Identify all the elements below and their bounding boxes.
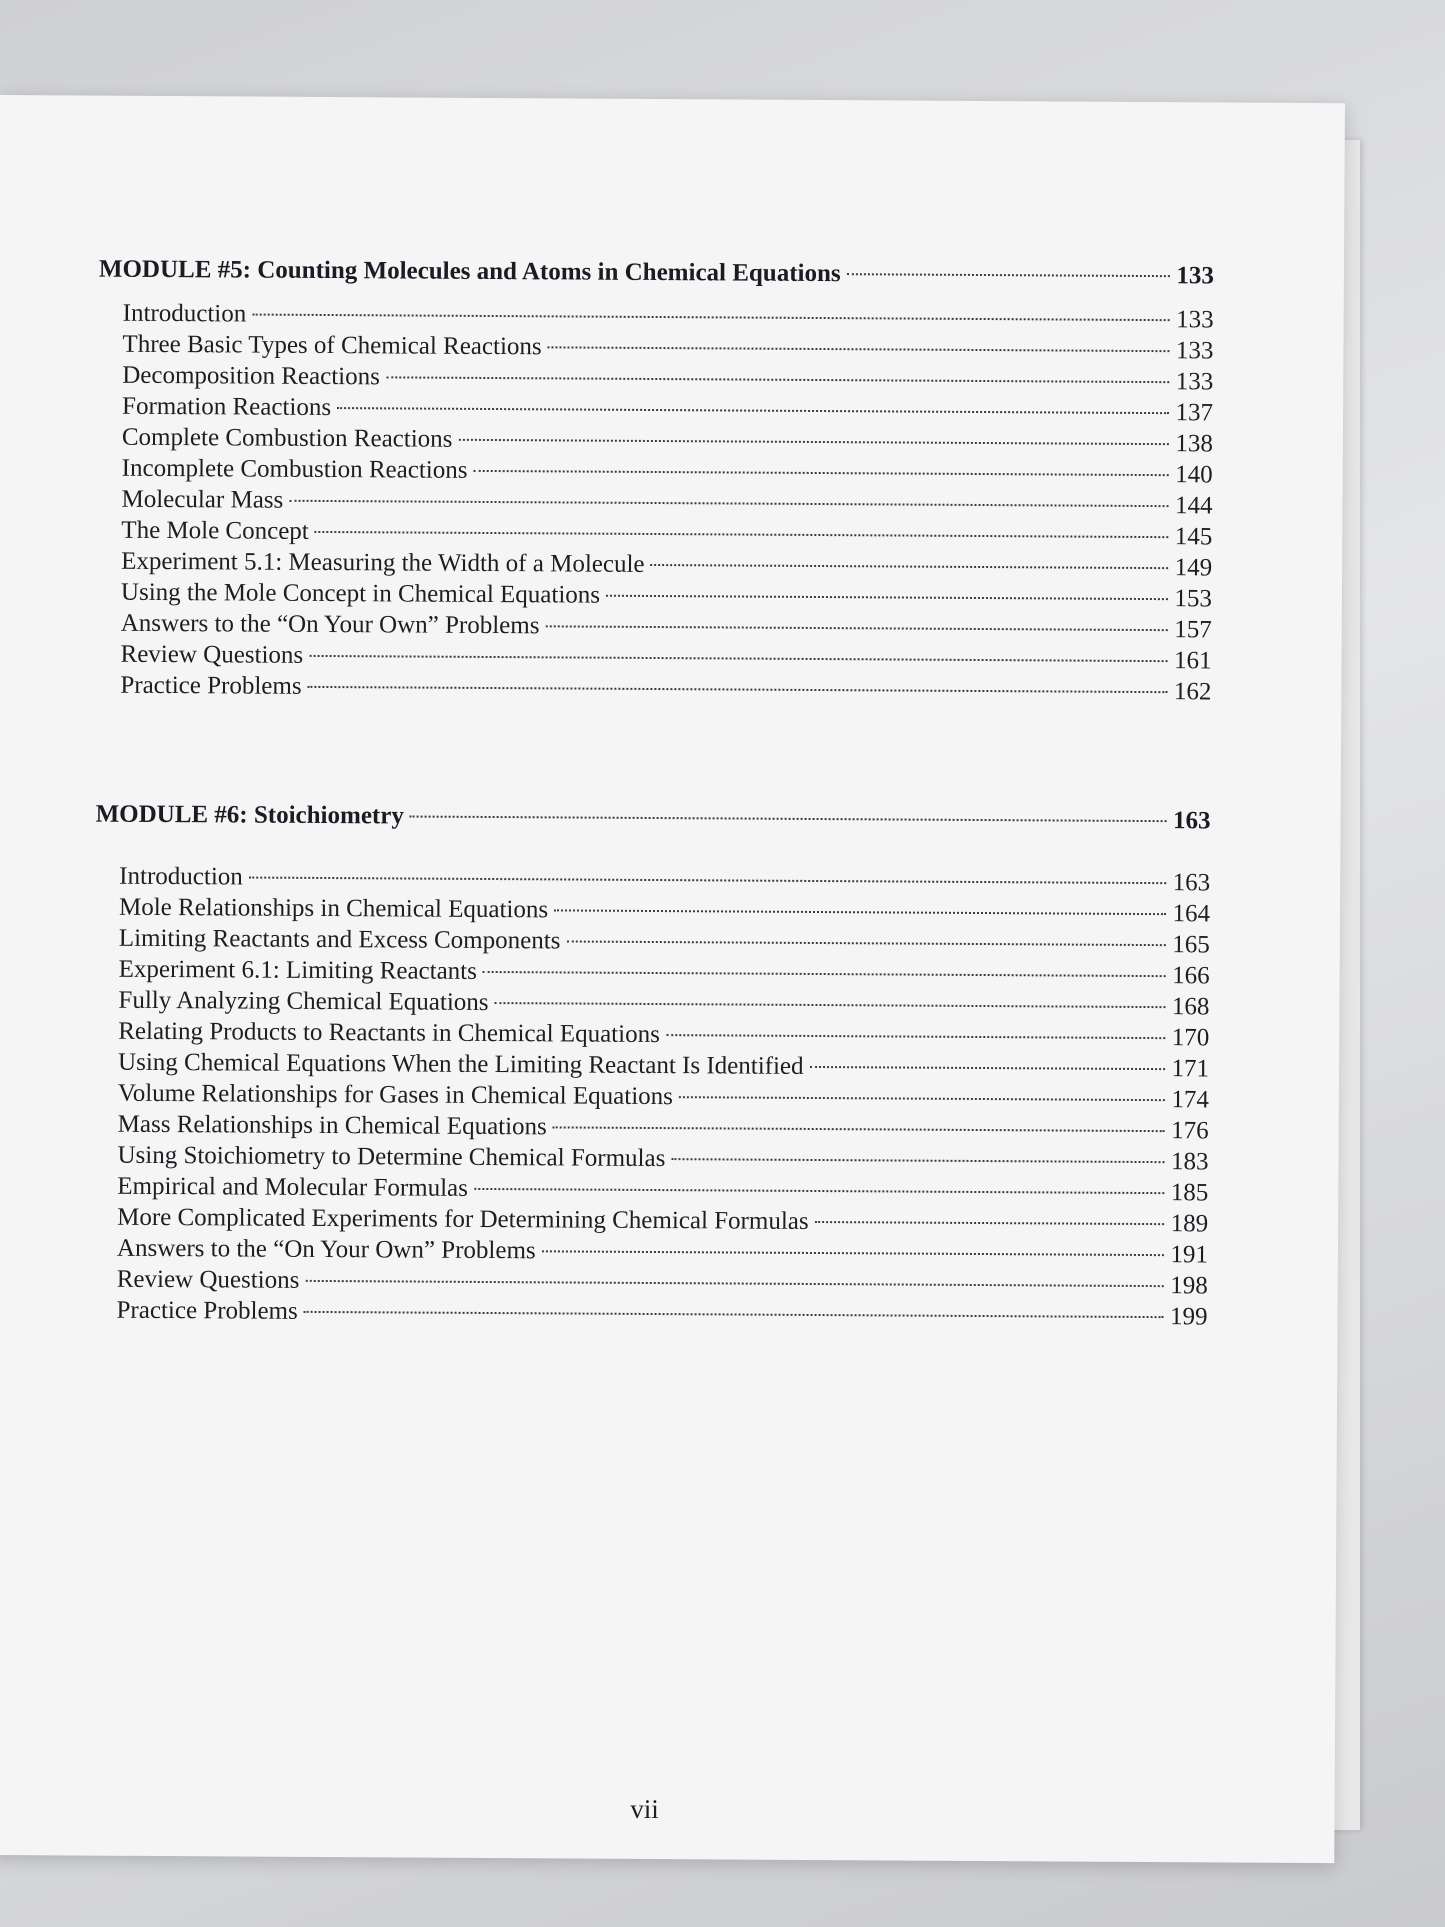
module-5-heading	[99, 256, 1214, 291]
toc-entry-title: Review Questions	[116, 1265, 300, 1294]
toc-entry	[92, 1295, 1207, 1333]
toc-entry-title: Formation Reactions	[122, 392, 332, 422]
dot-leader	[566, 940, 1165, 946]
toc-entry-page: 198	[1170, 1272, 1208, 1300]
toc-entry-title: Using Stoichiometry to Determine Chemical Formulas	[117, 1141, 666, 1173]
toc-entry-title: Complete Combustion Reactions	[121, 423, 453, 453]
toc-entry-page: 189	[1170, 1210, 1209, 1238]
dot-leader	[651, 564, 1169, 569]
toc-entry-title: Using the Mole Concept in Chemical Equations	[120, 578, 601, 609]
dot-leader	[252, 314, 1169, 322]
dot-leader	[410, 816, 1167, 823]
toc-entry-page: 137	[1175, 399, 1214, 427]
toc-entry-title: Answers to the “On Your Own” Problems	[116, 1234, 536, 1265]
toc-entry-title: Three Basic Types of Chemical Reactions	[122, 330, 542, 361]
toc-entry-title: Review Questions	[120, 640, 304, 669]
toc-entry-title: Limiting Reactants and Excess Components	[118, 924, 561, 955]
toc-entry-title: More Complicated Experiments for Determining Chemical Formulas	[117, 1203, 809, 1235]
dot-leader	[542, 1250, 1164, 1256]
toc-entry-page: 191	[1170, 1241, 1209, 1269]
toc-entry	[96, 670, 1211, 708]
dot-leader	[554, 909, 1166, 915]
dot-leader	[679, 1096, 1165, 1101]
toc-entry-page: 166	[1172, 962, 1210, 990]
toc-entry-page: 171	[1171, 1055, 1210, 1083]
toc-entry-title: Empirical and Molecular Formulas	[117, 1172, 469, 1202]
dot-leader	[815, 1221, 1164, 1225]
toc-entry-page: 145	[1174, 523, 1213, 551]
toc-entry-title: Volume Relationships for Gases in Chemical Equations	[117, 1079, 674, 1111]
toc-entry-page: 133	[1175, 337, 1214, 365]
dot-leader	[671, 1158, 1164, 1163]
toc-entry-title: Practice Problems	[116, 1296, 298, 1325]
toc-entry-title: Experiment 6.1: Limiting Reactants	[118, 955, 478, 985]
toc-entry-page: 168	[1171, 993, 1210, 1021]
toc-entry-page: 149	[1174, 554, 1213, 582]
dot-leader	[548, 346, 1170, 352]
toc-entry-page: 165	[1172, 931, 1210, 959]
dot-leader	[810, 1066, 1166, 1070]
dot-leader	[545, 625, 1167, 631]
toc-entry-page: 185	[1170, 1179, 1209, 1207]
module-6-heading	[96, 801, 1211, 836]
module-5-page: 133	[1176, 262, 1214, 290]
dot-leader	[249, 877, 1166, 885]
toc-entry-page: 162	[1173, 678, 1212, 706]
module-5-entries	[96, 298, 1213, 708]
module-6-title: MODULE #6: Stoichiometry	[95, 800, 404, 830]
dot-leader	[495, 1002, 1166, 1008]
toc-entry-page: 174	[1171, 1086, 1209, 1114]
toc-entry-title: Molecular Mass	[121, 485, 284, 514]
toc-entry-page: 140	[1175, 461, 1213, 489]
toc-entry-title: Mass Relationships in Chemical Equations	[117, 1110, 547, 1141]
dot-leader	[474, 1188, 1164, 1194]
toc-entry-title: Experiment 5.1: Measuring the Width of a Molecule	[121, 547, 645, 578]
dot-leader	[308, 686, 1168, 693]
toc-entry-page: 199	[1169, 1303, 1208, 1331]
toc-entry-page: 157	[1174, 616, 1212, 644]
page-number: vii	[630, 1793, 659, 1825]
toc-entry-page: 133	[1175, 368, 1214, 396]
module-6-entries	[92, 861, 1210, 1333]
dot-leader	[304, 1311, 1164, 1318]
toc-entry-page: 170	[1171, 1024, 1210, 1052]
toc-entry-page: 163	[1172, 869, 1211, 897]
dot-leader	[305, 1280, 1163, 1287]
toc-entry-title: Mole Relationships in Chemical Equations	[118, 893, 549, 924]
module-5-section	[96, 256, 1214, 708]
dot-leader	[315, 531, 1169, 538]
dot-leader	[606, 595, 1168, 600]
dot-leader	[309, 655, 1167, 662]
toc-entry-page: 161	[1173, 647, 1212, 675]
dot-leader	[483, 971, 1166, 977]
dot-leader	[666, 1034, 1165, 1039]
dot-leader	[847, 273, 1170, 277]
toc-entry-page: 153	[1174, 585, 1213, 613]
dot-leader	[473, 470, 1168, 476]
dot-leader	[553, 1126, 1165, 1132]
toc-entry-page: 164	[1172, 900, 1211, 928]
toc-entry-title: The Mole Concept	[121, 516, 309, 545]
toc-entry-page: 138	[1175, 430, 1213, 458]
dot-leader	[458, 439, 1168, 445]
toc-entry-page: 183	[1170, 1148, 1209, 1176]
toc-entry-title: Using Chemical Equations When the Limiting Reactant Is Identified	[118, 1048, 804, 1080]
toc-entry-page: 133	[1176, 306, 1214, 334]
toc-entry-title: Relating Products to Reactants in Chemical Equations	[118, 1017, 660, 1049]
toc-entry-title: Incomplete Combustion Reactions	[121, 454, 468, 484]
toc-entry-title: Introduction	[119, 862, 243, 891]
dot-leader	[337, 407, 1169, 414]
toc-entry-title: Introduction	[122, 299, 247, 328]
toc-entry-page: 176	[1171, 1117, 1209, 1145]
module-6-page: 163	[1173, 807, 1211, 835]
toc-entry-title: Fully Analyzing Chemical Equations	[118, 986, 489, 1017]
toc-entry-title: Practice Problems	[120, 671, 302, 700]
dot-leader	[289, 500, 1168, 507]
toc-entry-title: Decomposition Reactions	[122, 361, 380, 391]
toc-entry-title: Answers to the “On Your Own” Problems	[120, 609, 540, 640]
dot-leader	[386, 376, 1169, 383]
module-6-section	[92, 801, 1210, 1333]
book-page	[0, 95, 1345, 1863]
toc-entry-page: 144	[1174, 492, 1213, 520]
module-5-title: MODULE #5: Counting Molecules and Atoms in Chemical Equations	[98, 255, 841, 288]
